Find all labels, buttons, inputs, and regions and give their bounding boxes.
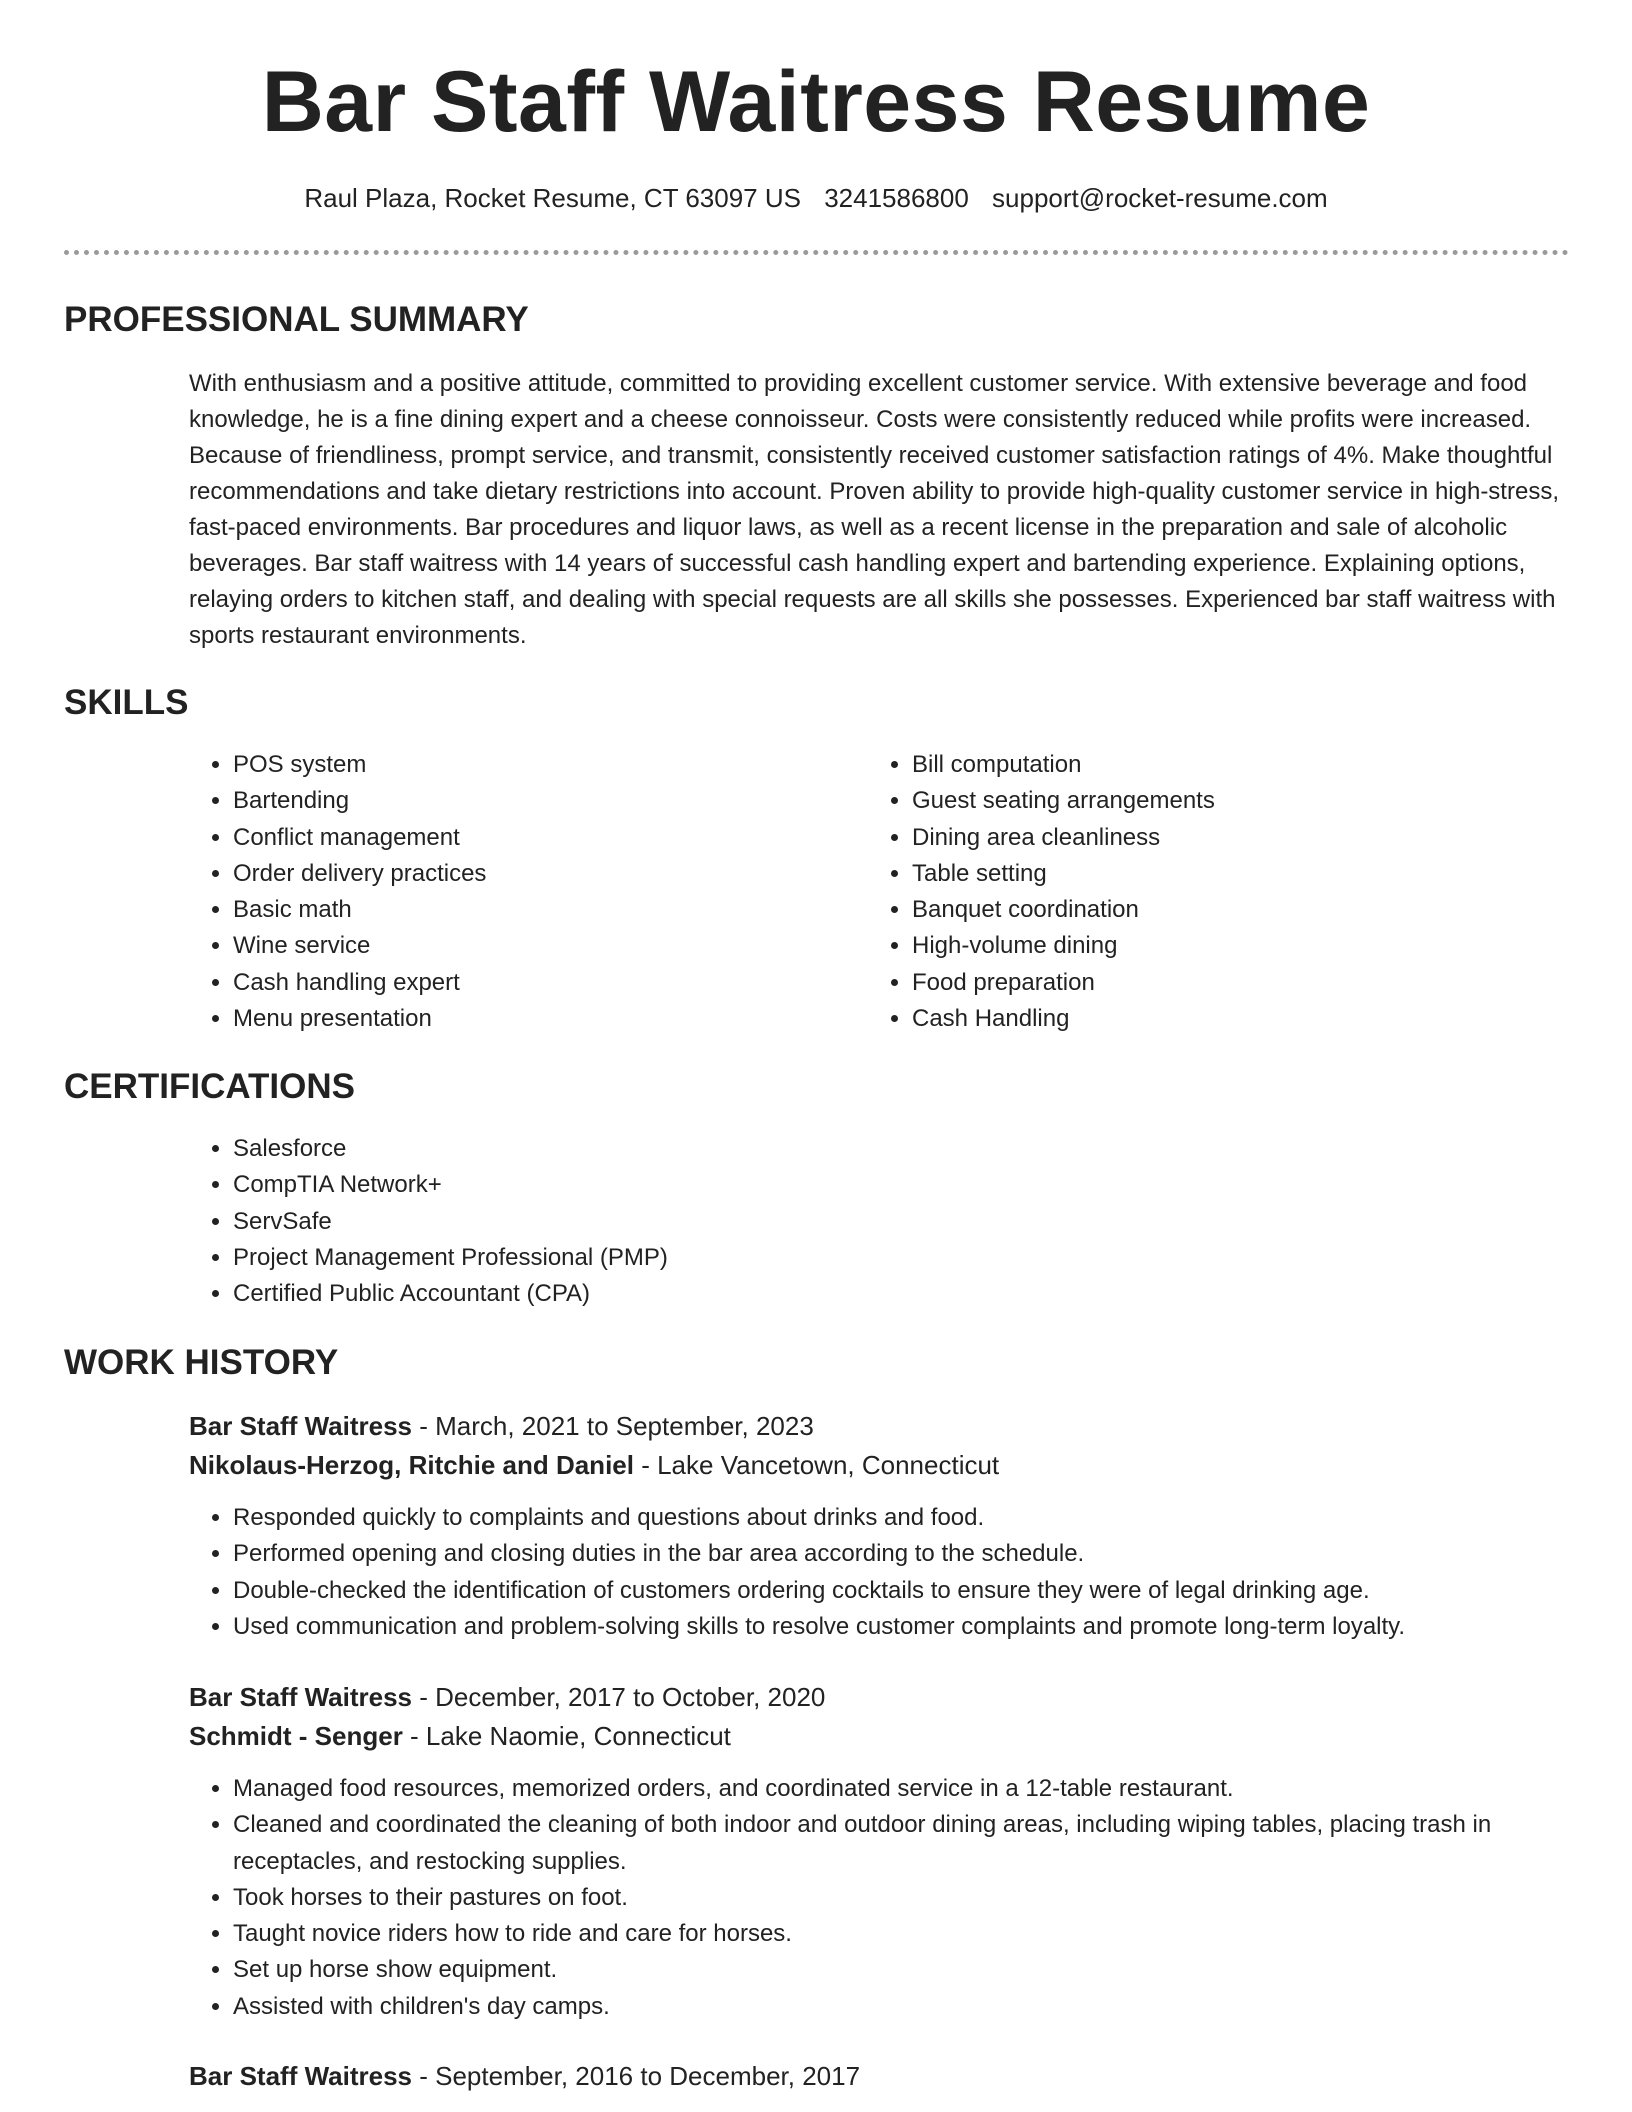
skill-item: • Banquet coordination [912,892,1488,928]
job-duty-item: • Set up horse show equipment. [233,1952,1573,1988]
job-company-line [189,1720,731,1752]
job-company: Nikolaus-Herzog, Ritchie and Daniel [189,1450,634,1480]
contact-email: support@rocket-resume.com [992,183,1328,213]
skill-item: • Guest seating arrangements [912,783,1488,819]
skills-left-column [189,747,809,1037]
contact-address: Raul Plaza, Rocket Resume, CT 63097 US [304,183,801,213]
skill-item: • Dining area cleanliness [912,820,1488,856]
job-title: Bar Staff Waitress [189,1411,412,1441]
skill-item: • Cash handling expert [233,965,809,1001]
job-duty-item: • Taught novice riders how to ride and care for horses. [233,1916,1573,1952]
certification-item: • CompTIA Network+ [233,1167,1089,1203]
job-title-line [189,1681,825,1713]
job-location: - Lake Vancetown, Connecticut [633,1450,1000,1480]
job-duty-item: • Performed opening and closing duties in the bar area according to the schedule. [233,1536,1573,1572]
skills-right-column [868,747,1488,1037]
job-duty-item: • Used communication and problem-solving skills to resolve customer complaints and promote long-term loyalty. [233,1609,1573,1645]
job-duties [189,1500,1573,1645]
skill-item: • Order delivery practices [233,856,809,892]
skill-item: • Conflict management [233,820,809,856]
job-dates: - December, 2017 to October, 2020 [412,1682,826,1712]
contact-line [0,182,1632,214]
professional-summary: With enthusiasm and a positive attitude, committed to providing excellent customer service. With extensive beverage and food knowledge, he is a fine dining expert and a cheese connoisseur. Costs were consistently reduced while profits were increased. Because of friendliness, prompt service, and transmit, consistently received customer satisfaction ratings of 4%. Make thoughtful recommendations and take dietary restrictions into account. Proven ability to provide high-quality customer service in high-stress, fast-paced environments. Bar procedures and liquor laws, as well as a recent license in the preparation and sale of alcoholic beverages. Bar staff waitress with 14 years of successful cash handling expert and bartending experience. Explaining options, relaying orders to kitchen staff, and dealing with special requests are all skills she possesses. Experienced bar staff waitress with sports restaurant environments. [189,370,1559,649]
certification-item: • Project Management Professional (PMP) [233,1240,1089,1276]
section-title-work-history: WORK HISTORY [64,1343,339,1382]
certification-item: • Salesforce [233,1131,1089,1167]
job-duty-item: • Assisted with children's day camps. [233,1989,1573,2025]
job-dates: - September, 2016 to December, 2017 [412,2061,861,2091]
job-duty-item: • Took horses to their pastures on foot. [233,1880,1573,1916]
section-title-summary: PROFESSIONAL SUMMARY [64,300,529,339]
job-duty-item: • Cleaned and coordinated the cleaning of both indoor and outdoor dining areas, including wiping tables, placing trash in receptacles, and restocking supplies. [233,1807,1573,1880]
skill-item: • High-volume dining [912,928,1488,964]
skill-item: • Bartending [233,783,809,819]
skill-item: • Basic math [233,892,809,928]
job-duty-item: • Managed food resources, memorized orders, and coordinated service in a 12-table restaurant. [233,1771,1573,1807]
job-title: Bar Staff Waitress [189,2061,412,2091]
skill-item: • Table setting [912,856,1488,892]
skill-item: • Bill computation [912,747,1488,783]
section-title-skills: SKILLS [64,683,189,722]
header-divider [64,250,1569,255]
job-duty-item: • Double-checked the identification of customers ordering cocktails to ensure they were of legal drinking age. [233,1573,1573,1609]
job-duty-item: • Responded quickly to complaints and questions about drinks and food. [233,1500,1573,1536]
job-duties [189,1771,1573,2025]
job-dates: - March, 2021 to September, 2023 [412,1411,814,1441]
job-title-line [189,2060,860,2092]
job-title: Bar Staff Waitress [189,1682,412,1712]
resume-title: Bar Staff Waitress Resume [261,54,1371,150]
section-title-certifications: CERTIFICATIONS [64,1067,356,1106]
skill-item: • Food preparation [912,965,1488,1001]
certification-item: • Certified Public Accountant (CPA) [233,1276,1089,1312]
job-company-line [189,1449,999,1481]
certification-item: • ServSafe [233,1204,1089,1240]
skill-item: • Wine service [233,928,809,964]
job-company: Schmidt - Senger [189,1721,403,1751]
certifications-list [189,1131,1089,1312]
job-location: - Lake Naomie, Connecticut [402,1721,731,1751]
skill-item: • Cash Handling [912,1001,1488,1037]
contact-phone: 3241586800 [824,183,969,213]
skill-item: • POS system [233,747,809,783]
job-title-line [189,1410,814,1442]
skill-item: • Menu presentation [233,1001,809,1037]
